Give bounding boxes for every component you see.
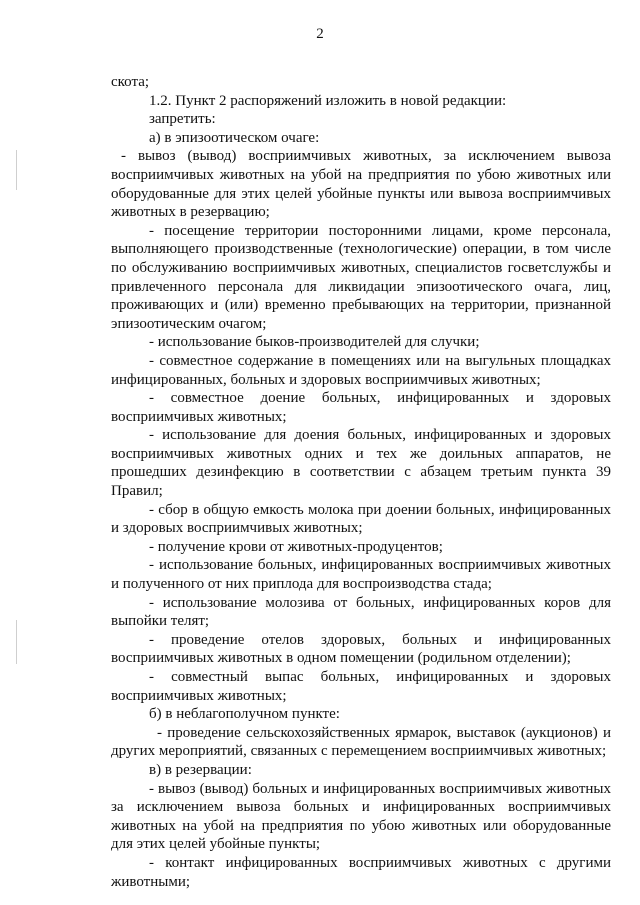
paragraph: в) в резервации: [149,761,252,778]
document-body [111,73,611,891]
paragraph: - проведение сельскохозяйственных ярмарок, выставок (аукционов) и других мероприятий, связанных с перемещением восприимчивых животных; [111,724,611,760]
paragraph: - проведение отелов здоровых, больных и инфицированных восприимчивых животных в одном помещении (родильном отделении); [111,631,611,667]
paragraph: 1.2. Пункт 2 распоряжений изложить в новой редакции: [149,92,507,109]
scan-mark [16,620,17,664]
paragraph: а) в эпизоотическом очаге: [149,129,320,146]
paragraph: - использование больных, инфицированных восприимчивых животных и полученного от них приплода для воспроизводства стада; [111,557,611,593]
paragraph: скота; [111,74,150,90]
paragraph: - использование молозива от больных, инфицированных коров для выпойки телят; [111,594,611,630]
page-number: 2 [316,26,324,42]
paragraph: - вывоз (вывод) больных и инфицированных восприимчивых животных за исключением вывоза больных и инфицированных восприимчивых животных на убой на предприятия по убою животных или оборудованные для этих целей убойные пункты; [111,780,611,853]
paragraph: - совместный выпас больных, инфицированных и здоровых восприимчивых животных; [111,669,611,704]
paragraph: - использование для доения больных, инфицированных и здоровых восприимчивых животных одних и тех же доильных аппаратов, не прошедших дезинфекцию в соответствии с абзацем третьим пункта 39 Правил; [111,427,611,500]
paragraph: - совместное содержание в помещениях или на выгульных площадках инфицированных, больных и здоровых восприимчивых животных; [111,352,611,388]
paragraph: - сбор в общую емкость молока при доении больных, инфицированных и здоровых восприимчивых животных; [111,501,611,537]
scan-mark [16,150,17,190]
paragraph: запретить: [149,111,216,128]
paragraph: - использование быков-производителей для случки; [149,334,480,351]
paragraph: - совместное доение больных, инфицированных и здоровых восприимчивых животных; [111,390,611,425]
paragraph: - посещение территории посторонними лицами, кроме персонала, выполняющего производственные (технологические) операции, в том числе по обслуживанию восприимчивых животных, специалистов госветслужбы и привлеченного персонала для ликвидации эпизоотического очага, лиц, проживающих и (или) временно пребывающих на территории, признанной эпизоотическим очагом; [111,222,611,332]
paragraph: - контакт инфицированных восприимчивых животных с другими животными; [111,854,611,890]
paragraph: - вывоз (вывод) восприимчивых животных, за исключением вывоза восприимчивых животных на убой на предприятия по убою животных или оборудованные для этих целей убойные пункты или вывоза восприимчивых животных в резервацию; [111,148,611,221]
paragraph: - получение крови от животных-продуцентов; [149,538,443,555]
paragraph: б) в неблагополучном пункте: [149,706,340,723]
